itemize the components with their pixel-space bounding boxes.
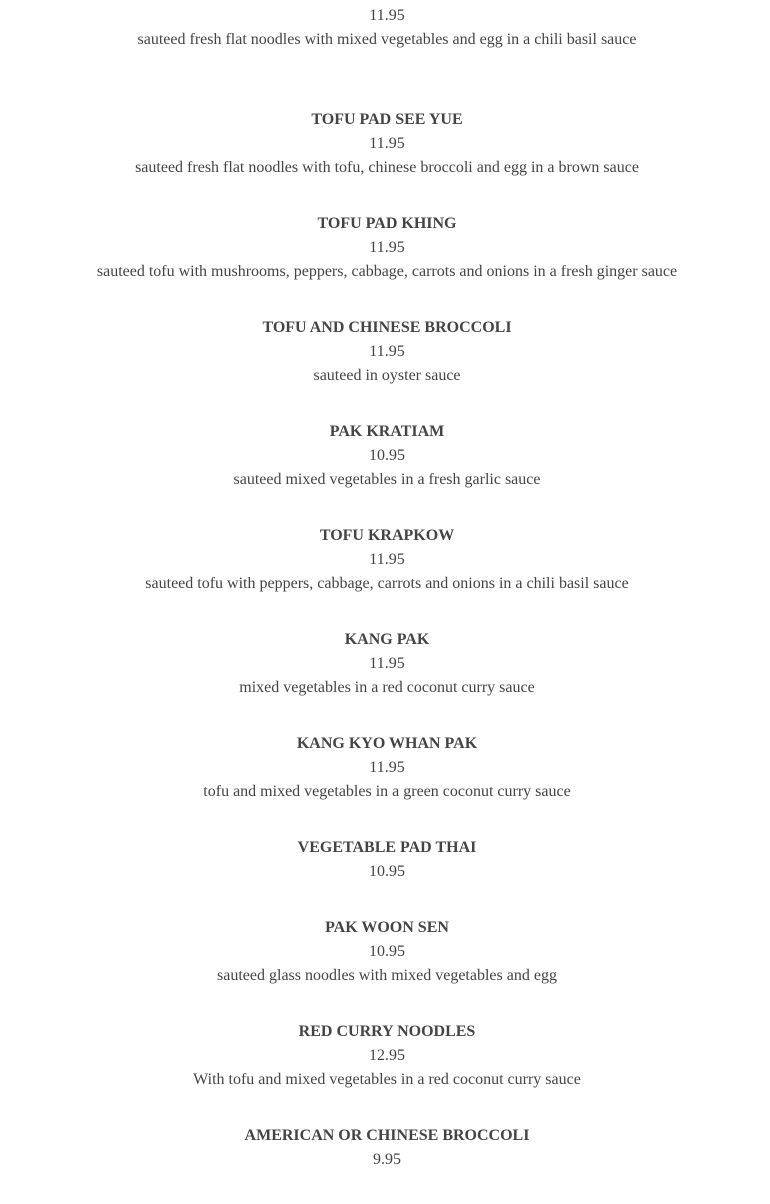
item-price: 11.95: [369, 655, 405, 672]
item-description: sauteed mixed vegetables in a fresh garlic sauce: [233, 471, 541, 488]
item-description: mixed vegetables in a red coconut curry sauce: [239, 679, 535, 696]
menu-item: [0, 628, 770, 732]
menu-item: [0, 524, 770, 628]
item-name: TOFU KRAPKOW: [319, 527, 455, 544]
item-description: With tofu and mixed vegetables in a red coconut curry sauce: [193, 1071, 581, 1088]
menu-item: [0, 732, 770, 836]
item-description: tofu and mixed vegetables in a green coconut curry sauce: [203, 783, 571, 800]
item-name: KANG PAK: [344, 631, 430, 648]
item-name: RED CURRY NOODLES: [298, 1023, 476, 1040]
item-price: 10.95: [369, 447, 405, 464]
item-description: sauteed tofu with mushrooms, peppers, cabbage, carrots and onions in a fresh ginger sauce: [96, 263, 678, 280]
item-description: sauteed fresh flat noodles with tofu, chinese broccoli and egg in a brown sauce: [135, 159, 639, 176]
menu-list: [0, 4, 770, 1204]
item-price: 10.95: [369, 943, 405, 960]
item-price: 10.95: [369, 863, 405, 880]
item-name: PAK WOON SEN: [325, 919, 449, 936]
item-description: sauteed tofu with peppers, cabbage, carrots and onions in a chili basil sauce: [145, 575, 629, 592]
item-name: AMERICAN OR CHINESE BROCCOLI: [244, 1127, 530, 1144]
item-name: PAK KRATIAM: [329, 423, 445, 440]
item-price: 11.95: [369, 759, 405, 776]
item-price: 12.95: [369, 1047, 405, 1064]
item-name: TOFU PAD SEE YUE: [311, 111, 463, 128]
menu-item: [0, 1124, 770, 1204]
item-name: VEGETABLE PAD THAI: [297, 839, 477, 856]
menu-item: [0, 212, 770, 316]
item-price: 11.95: [369, 7, 405, 24]
item-description: sauteed glass noodles with mixed vegetables and egg: [217, 967, 557, 984]
menu-item: [0, 316, 770, 420]
item-price: 11.95: [369, 343, 405, 360]
item-name: TOFU PAD KHING: [317, 215, 457, 232]
menu-item: [0, 420, 770, 524]
item-price: 9.95: [373, 1151, 401, 1168]
menu-item: [0, 4, 770, 108]
menu-item: [0, 108, 770, 212]
menu-item: [0, 916, 770, 1020]
item-name: TOFU AND CHINESE BROCCOLI: [262, 319, 512, 336]
item-description: sauteed fresh flat noodles with mixed vegetables and egg in a chili basil sauce: [137, 31, 637, 48]
item-price: 11.95: [369, 239, 405, 256]
item-price: 11.95: [369, 551, 405, 568]
item-price: 11.95: [369, 135, 405, 152]
item-name: KANG KYO WHAN PAK: [296, 735, 478, 752]
menu-item: [0, 836, 770, 916]
menu-item: [0, 1020, 770, 1124]
item-description: sauteed in oyster sauce: [313, 367, 461, 384]
